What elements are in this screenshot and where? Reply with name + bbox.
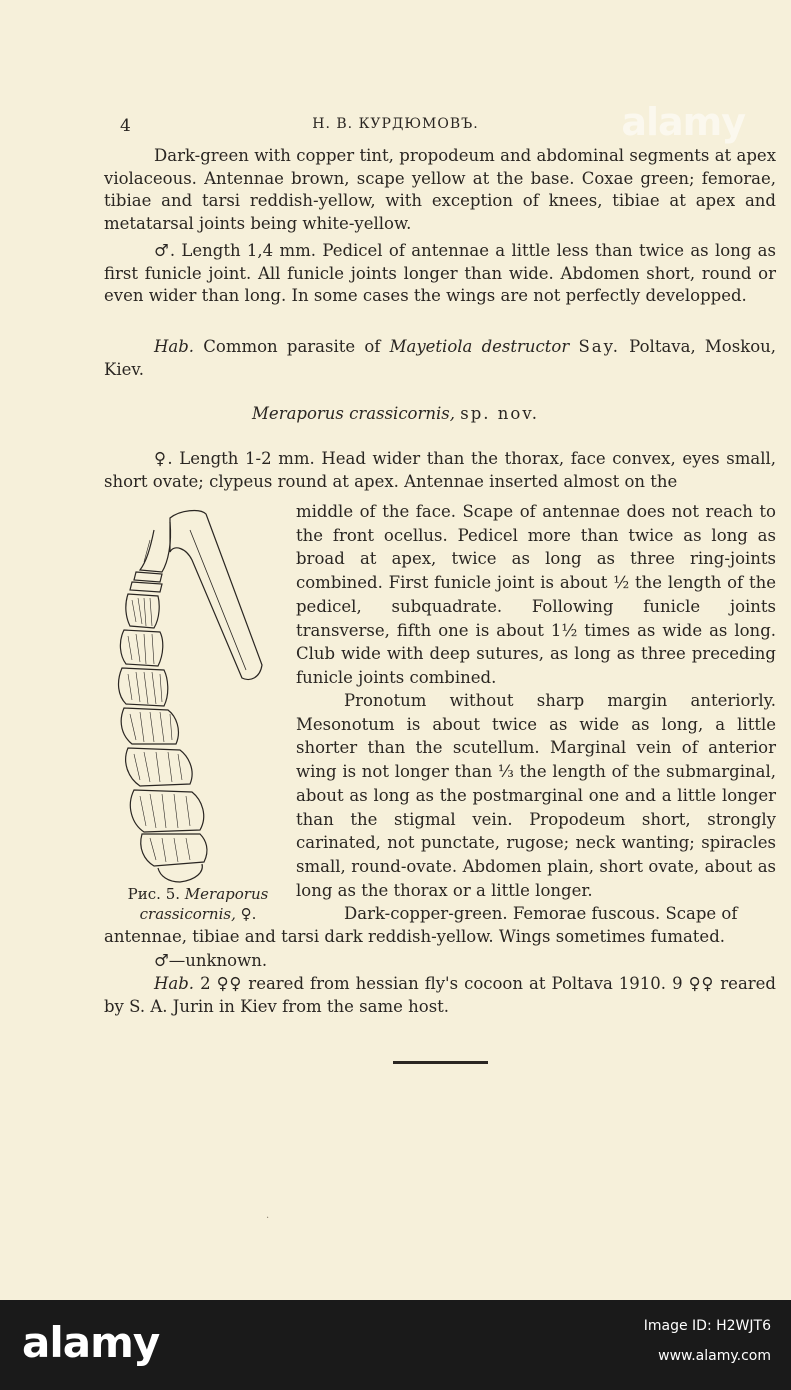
image-id: Image ID: H2WJT6 [643,1318,771,1334]
hab-label-2: Hab. [154,974,195,993]
footer-url: www.alamy.com [658,1348,771,1364]
paragraph-habitat-1: Hab. Common parasite of Mayetiola destructor Say. Poltava, Moskou, Kiev. [104,337,777,379]
paragraph-habitat-2: Hab. 2 ♀♀ reared from hessian fly's cocoon at Poltava 1910. 9 ♀♀ reared by S. A. Jurin in Kiev from the same host. [104,974,776,1016]
funicle-joint-4 [121,708,178,744]
paragraph-thorax-abdomen: Pronotum without sharp margin anteriorly. Mesonotum is about twice as wide as long, a little shorter than the scutellum. Marginal vein of anterior wing is not longer than ⅓ the length of the submarginal, about as long as the postmarginal one and a little longer than the stigmal vein. Propodeum short, strongly carinated, not punctate, rugose; neck wanting; spiracles small, round-ovate. Abdomen plain, short ovate, about as long as the thorax or a little longer. [296,691,776,900]
figure-caption: Рис. 5. Meraporus crassicornis, ♀. [127,885,269,923]
section-rule [393,1061,488,1064]
funicle-joint-1 [126,594,159,628]
antenna-illustration [110,500,280,885]
footer-logo: alamy [22,1318,160,1367]
species-heading [0,404,791,423]
male-unknown: ♂—unknown. [154,951,268,970]
funicle-joint-5 [126,748,192,786]
funicle-joint-2 [120,630,162,666]
print-dot: . [266,1210,270,1221]
host-species: Mayetiola destructor [389,337,570,356]
species-note: sp. nov. [460,404,539,423]
paragraph-female-head: ♀. Length 1-2 mm. Head wider than the thorax, face convex, eyes small, short ovate; clypeus round at apex. Antennae inserted almost on the [104,449,776,491]
club-tip [158,864,202,882]
page-number: 4 [120,116,131,136]
species-name: Meraporus crassicornis, [252,404,455,423]
hab-label: Hab. [154,337,195,356]
paragraph-antenna: middle of the face. Scape of antennae does not reach to the front ocellus. Pedicel more than twice as long as broad at apex, twice as long as three ring-joints combined. First funicle joint is about ½ the length of the pedicel, subquadrate. Following funicle joints transverse, fifth one is about 1½ times as wide as long. Club wide with deep sutures, as long as three preceding funicle joints combined. [296,502,776,687]
club-segment-1 [130,790,203,832]
paragraph-coloration-female: Dark-copper-green. Femorae fuscous. Scape of [344,904,738,923]
paragraph-coloration-cont: antennae, tibiae and tarsi dark reddish-yellow. Wings sometimes fumated. [104,927,726,946]
paragraph-male-description: ♂. Length 1,4 mm. Pedicel of antennae a little less than twice as long as first funicle joint. All funicle joints longer than wide. Abdomen short, round or even wider than long. In some cases the wings are not perfectly developped. [104,241,776,305]
funicle-joint-3 [119,668,168,706]
paragraph-coloration: Dark-green with copper tint, propodeum and abdominal segments at apex violaceous. Antennae brown, scape yellow at the base. Coxae green; femorae, tibiae and tarsi reddish-yellow, with exception of knees, tibiae at apex and metatarsal joints being white-yellow. [104,146,776,233]
running-head: Н. В. КУРДЮМОВЪ. [312,116,479,132]
pedicel-segment [140,522,171,572]
host-author: Say. [578,337,620,356]
watermark-logo: alamy [621,100,745,144]
